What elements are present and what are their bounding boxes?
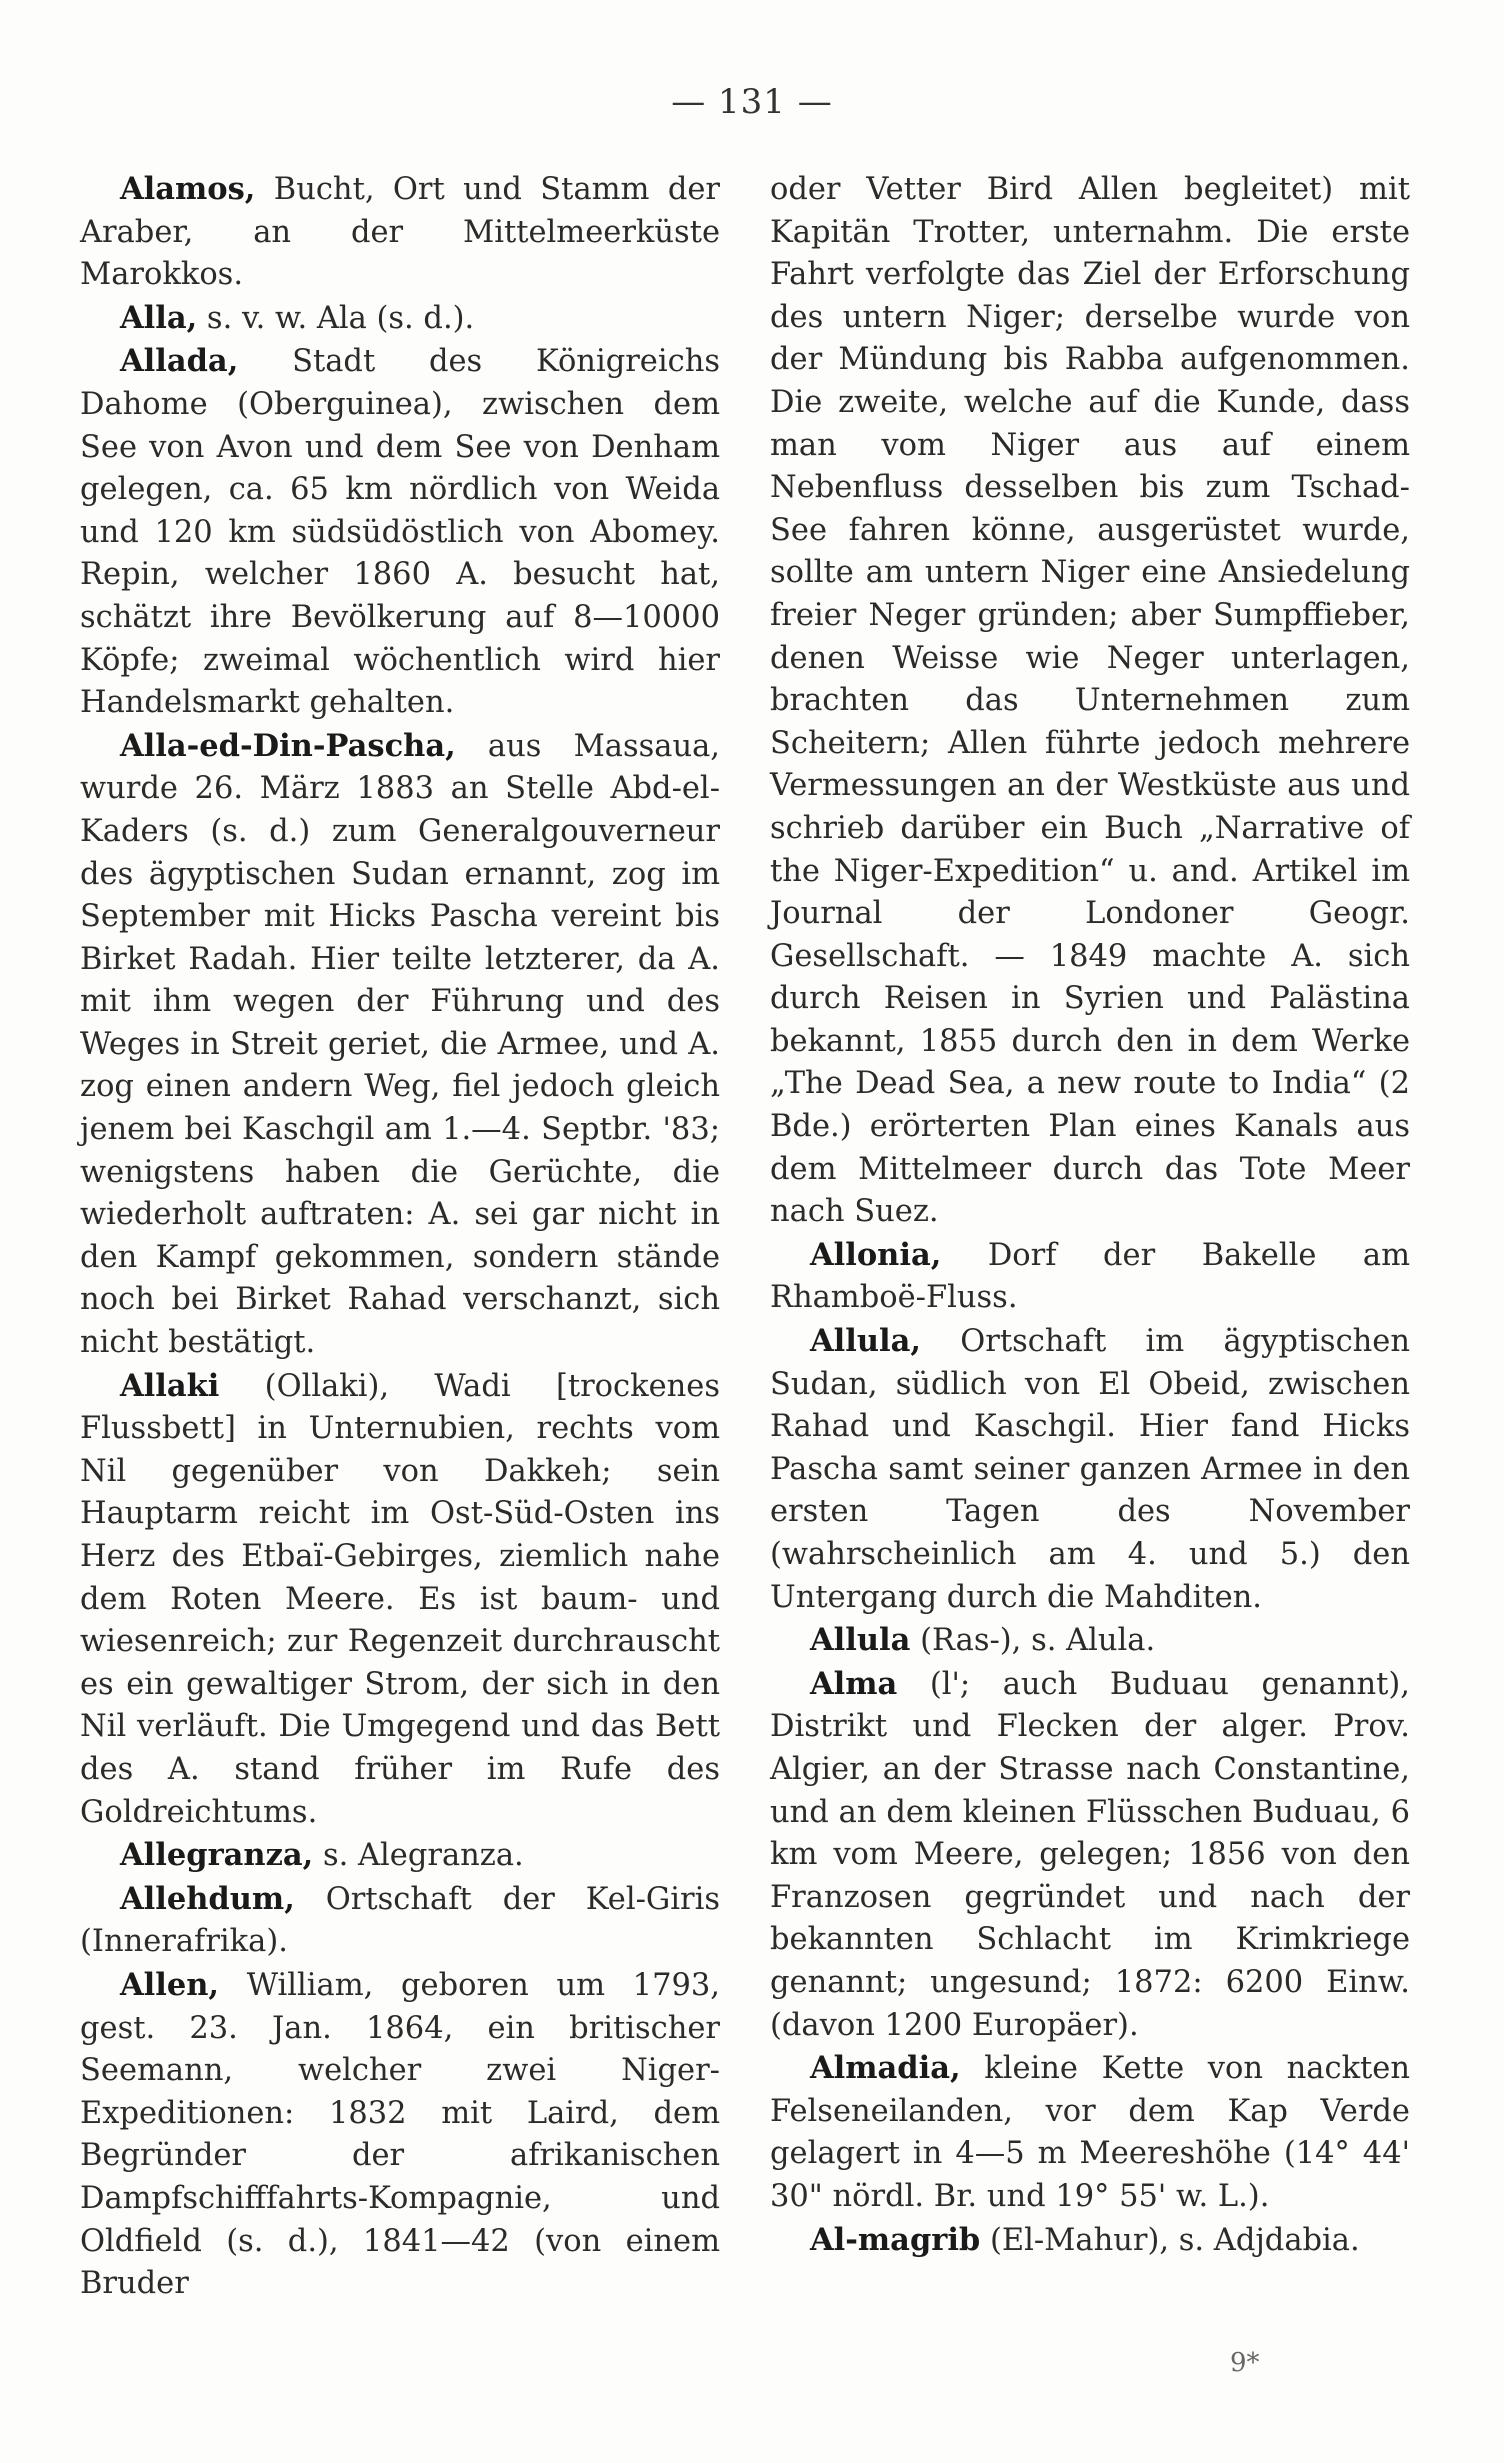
entry-text: oder Vetter Bird Allen begleitet) mit Kapitän Trotter, unternahm. Die erste Fahrt verfolgte das Ziel der Erforschung des untern Niger; derselbe wurde von der Mündung bis Rabba aufgenommen. Die zweite, welche auf die Kunde, dass man vom Niger aus auf einem Nebenfluss desselben bis zum Tschad-See fahren könne, ausgerüstet wurde, sollte am untern Niger eine Ansiedelung freier Neger gründen; aber Sumpffieber, denen Weisse wie Neger unterlagen, brachten das Unternehmen zum Scheitern; Allen führte jedoch mehrere Vermessungen an der Westküste aus und schrieb darüber ein Buch „Narrative of the Niger-Expedition“ u. and. Artikel im Journal der Londoner Geogr. Gesellschaft. — 1849 machte A. sich durch Reisen in Syrien und Palästina bekannt, 1855 durch den in dem Werke „The Dead Sea, a new route to India“ (2 Bde.) erörterten Plan eines Kanals aus dem Mittelmeer durch das Tote Meer nach Suez. — [770, 172, 1410, 1230]
entry-alamos — [80, 168, 720, 297]
entry-lemma: Alma — [810, 1665, 898, 1702]
entry-lemma: Almadia, — [810, 2050, 961, 2087]
entry-text: (Ras-), s. Alula. — [910, 1623, 1156, 1659]
entry-allonia — [770, 1234, 1410, 1320]
entry-lemma: Alamos, — [120, 171, 256, 207]
entry-allula-ras — [770, 1619, 1410, 1663]
entry-lemma: Allen, — [120, 1966, 220, 2003]
right-column — [770, 168, 1410, 2262]
entry-allada — [80, 340, 720, 724]
page-number: — 131 — — [671, 82, 833, 122]
entry-allegranza — [80, 1834, 720, 1878]
entry-text: (l'; auch Buduau genannt), Distrikt und Flecken der alger. Prov. Algier, an der Strasse nach Constantine, und an dem kleinen Flüsschen Buduau, 6 km vom Meere, gelegen; 1856 von den Franzosen gegründet und nach der bekannten Schlacht im Krimkriege genannt; ungesund; 1872: 6200 Einw. (davon 1200 Europäer). — [770, 1666, 1410, 2043]
entry-text: Ortschaft der Kel-Giris (Innerafrika). — [80, 1881, 720, 1960]
entry-allaki — [80, 1365, 720, 1835]
entry-lemma: Al-magrib — [810, 2221, 981, 2258]
entry-al-magrib — [770, 2219, 1410, 2263]
entry-text: Dorf der Bakelle am Rhamboë-Fluss. — [770, 1237, 1410, 1316]
entry-alma — [770, 1663, 1410, 2047]
entry-lemma: Allaki — [120, 1367, 220, 1404]
entry-lemma: Allula, — [810, 1323, 921, 1360]
entry-lemma: Alla-ed-Din-Pascha, — [120, 727, 456, 764]
entry-allehdum — [80, 1878, 720, 1964]
entry-text: Stadt des Königreichs Dahome (Oberguinea), zwischen dem See von Avon und dem See von Denham gelegen, ca. 65 km nördlich von Weida und 120 km südsüdöstlich von Abomey. Repin, welcher 1860 A. besucht hat, schätzt ihre Bevölkerung auf 8—10000 Köpfe; zweimal wöchentlich wird hier Handelsmarkt gehalten. — [80, 344, 720, 721]
entry-text: (El-Mahur), s. Adjdabia. — [980, 2222, 1360, 2258]
entry-lemma: Allegranza, — [120, 1837, 314, 1874]
entry-text: kleine Kette von nackten Felseneilanden, vor dem Kap Verde gelagert in 4—5 m Meereshöhe (14° 44' 30" nördl. Br. und 19° 55' w. L.). — [770, 2051, 1410, 2214]
entry-text: s. Alegranza. — [313, 1838, 524, 1874]
entry-allen-continued — [770, 168, 1410, 1234]
entry-text: Bucht, Ort und Stamm der Araber, an der Mittelmeerküste Marokkos. — [80, 172, 720, 293]
signature-mark: 9* — [1230, 2348, 1260, 2378]
entry-alla — [80, 297, 720, 341]
entry-allen — [80, 1964, 720, 2306]
entry-text: aus Massaua, wurde 26. März 1883 an Stelle Abd-el-Kaders (s. d.) zum Generalgouverneur des ägyptischen Sudan ernannt, zog im September mit Hicks Pascha vereint bis Birket Radah. Hier teilte letzterer, da A. mit ihm wegen der Führung und des Weges in Streit geriet, die Armee, und A. zog einen andern Weg, fiel jedoch gleich jenem bei Kaschgil am 1.—4. Septbr. '83; wenigstens haben die Gerüchte, die wiederholt auftraten: A. sei gar nicht in den Kampf gekommen, sondern stände noch bei Birket Rahad verschanzt, sich nicht bestätigt. — [80, 728, 720, 1361]
entry-allula — [770, 1320, 1410, 1619]
entry-almadia — [770, 2047, 1410, 2218]
entry-lemma: Allonia, — [810, 1236, 942, 1273]
entry-lemma: Allehdum, — [120, 1880, 295, 1917]
entry-lemma: Alla, — [120, 299, 198, 336]
entry-lemma: Allada, — [120, 343, 239, 380]
entry-lemma: Allula — [810, 1622, 911, 1659]
entry-text: William, geboren um 1793, gest. 23. Jan. 1864, ein britischer Seemann, welcher zwei Niger-Expeditionen: 1832 mit Laird, dem Begründer der afrikanischen Dampfschifffahrts-Kompagnie, und Oldfield (s. d.), 1841—42 (von einem Bruder — [80, 1967, 720, 2302]
entry-text: (Ollaki), Wadi [trockenes Flussbett] in Unternubien, rechts vom Nil gegenüber von Dakkeh; sein Hauptarm reicht im Ost-Süd-Osten ins Herz des Etbaï-Gebirges, ziemlich nahe dem Roten Meere. Es ist baum- und wiesenreich; zur Regenzeit durchrauscht es ein gewaltiger Strom, der sich in den Nil verläuft. Die Umgegend und das Bett des A. stand früher im Rufe des Goldreichtums. — [80, 1368, 720, 1830]
entry-alla-ed-din-pascha — [80, 725, 720, 1365]
entry-text: s. v. w. Ala (s. d.). — [197, 300, 475, 336]
left-column — [80, 168, 720, 2306]
entry-text: Ortschaft im ägyptischen Sudan, südlich von El Obeid, zwischen Rahad und Kaschgil. Hier fand Hicks Pascha samt seiner ganzen Armee in den ersten Tagen des November (wahrscheinlich am 4. und 5.) den Untergang durch die Mahditen. — [770, 1324, 1410, 1615]
